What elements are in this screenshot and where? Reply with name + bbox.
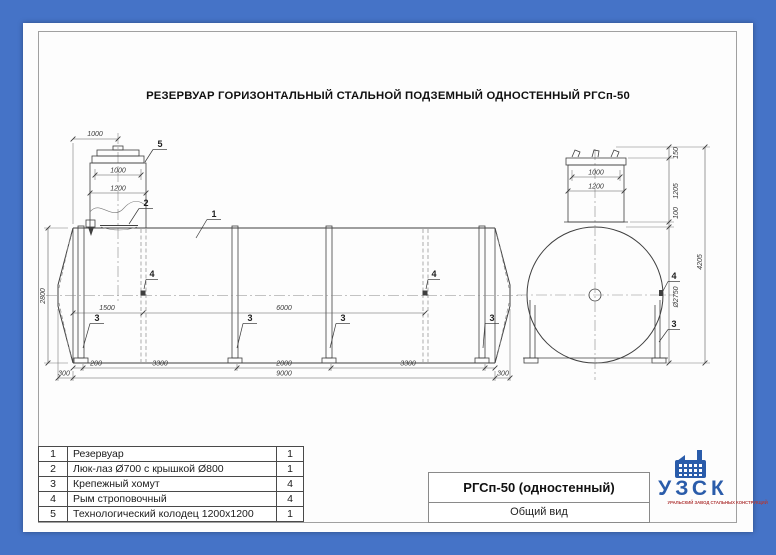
dim-1205: 1205 <box>673 183 680 199</box>
part-qty-cell: 1 <box>277 447 304 462</box>
dim-lugs-6000: 6000 <box>276 305 292 312</box>
callout-tank: 1 <box>211 209 217 219</box>
part-number-cell: 2 <box>39 462 68 477</box>
logo-text: УЗСК <box>658 477 728 500</box>
drawing-title: РЕЗЕРВУАР ГОРИЗОНТАЛЬНЫЙ СТАЛЬНОЙ ПОДЗЕМНЫЙ ОДНОСТЕННЫЙ РГСп-50 <box>146 90 630 102</box>
callout-lug-2: 4 <box>431 269 437 279</box>
dim-shell-9000: 9000 <box>276 370 292 378</box>
part-number-cell: 5 <box>39 507 68 522</box>
table-row <box>39 462 304 477</box>
dimensions-side <box>40 131 512 381</box>
parts-table <box>38 446 304 522</box>
dim-well-1200: 1200 <box>110 185 126 193</box>
side-view <box>40 131 522 381</box>
part-number-cell: 3 <box>39 477 68 492</box>
dim-end-well-1200: 1200 <box>588 183 604 191</box>
part-qty-cell: 1 <box>277 462 304 477</box>
part-number-cell: 1 <box>39 447 68 462</box>
model-label: РГСп-50 (одностенный) <box>429 473 649 503</box>
callout-end-lug: 4 <box>671 271 677 281</box>
table-row <box>39 492 304 507</box>
part-qty-cell: 1 <box>277 507 304 522</box>
table-row <box>39 477 304 492</box>
dim-3300-right: 3300 <box>400 360 416 368</box>
callout-clamp-2: 3 <box>247 313 253 323</box>
title-block <box>428 472 650 523</box>
dim-offset-1000: 1000 <box>87 131 103 138</box>
table-row <box>39 507 304 522</box>
dim-cone-300-left: 300 <box>58 370 70 378</box>
dim-100: 100 <box>673 207 680 219</box>
part-qty-cell: 4 <box>277 477 304 492</box>
callout-lug-1: 4 <box>149 269 155 279</box>
part-number-cell: 4 <box>39 492 68 507</box>
dim-200: 200 <box>90 360 102 368</box>
dim-end-well-1000: 1000 <box>588 169 604 177</box>
uzsk-logo <box>641 450 768 524</box>
dim-2000: 2000 <box>276 360 292 368</box>
part-name-cell: Рым строповочный <box>68 492 277 507</box>
callout-well: 5 <box>157 139 163 149</box>
lifting-lugs <box>141 291 428 296</box>
logo-subtitle: УРАЛЬСКИЙ ЗАВОД СТАЛЬНЫХ КОНСТРУКЦИЙ <box>667 500 768 505</box>
callouts-side <box>83 139 499 348</box>
dim-lug-1500: 1500 <box>99 305 115 312</box>
part-name-cell: Крепежный хомут <box>68 477 277 492</box>
dim-cone-300-right: 300 <box>497 370 509 378</box>
table-row <box>39 447 304 462</box>
dim-diameter-2750: Ø2750 <box>673 286 680 308</box>
dim-3300-left: 3300 <box>152 360 168 368</box>
part-name-cell: Резервуар <box>68 447 277 462</box>
callout-manhole: 2 <box>143 198 149 208</box>
callout-clamp-3: 3 <box>340 313 346 323</box>
end-view <box>517 145 710 380</box>
dim-150: 150 <box>673 147 680 159</box>
dim-well-lid-1000: 1000 <box>110 167 126 175</box>
factory-icon <box>641 450 741 478</box>
dim-height-2800: 2800 <box>40 288 47 304</box>
callout-clamp-4: 3 <box>489 313 495 323</box>
dimensions-end <box>566 145 710 366</box>
callout-end-clamp: 3 <box>671 319 677 329</box>
view-label: Общий вид <box>510 506 568 518</box>
callout-clamp-1: 3 <box>94 313 100 323</box>
part-name-cell: Люк-лаз Ø700 с крышкой Ø800 <box>68 462 277 477</box>
dim-height-4205: 4205 <box>697 254 704 270</box>
part-qty-cell: 4 <box>277 492 304 507</box>
part-name-cell: Технологический колодец 1200х1200 <box>68 507 277 522</box>
